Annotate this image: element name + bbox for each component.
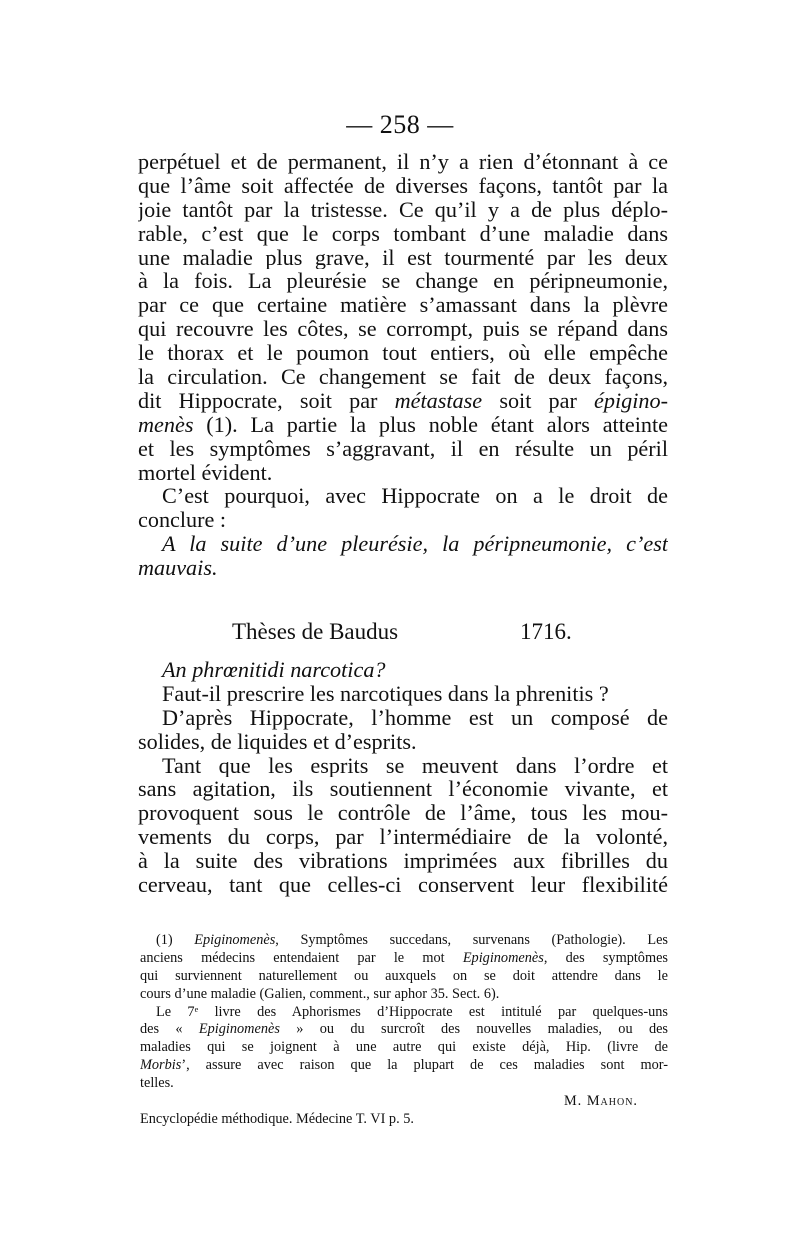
text-line: perpétuel et de permanent, il n’y a rien d’étonnant à ce (138, 150, 668, 174)
text-line: vements du corps, par l’intermédiaire de la volonté, (138, 825, 668, 850)
text-fragment: » ou du surcroît des nouvelles maladies, ou des (296, 1021, 668, 1038)
conclusion-line: A la suite d’une pleurésie, la péripneumonie, c’est (162, 532, 668, 557)
term-epigino: épigino- (594, 388, 668, 413)
footnote-line (140, 932, 668, 950)
text-line: sans agitation, ils soutiennent l’économie vivante, et (138, 777, 668, 802)
latin-question: An phrœnitidi narcotica? (162, 658, 386, 682)
footnotes (140, 932, 668, 1129)
text-line: et les symptômes s’aggravant, il en résulte un péril (138, 436, 668, 461)
text-line: cerveau, tant que celles-ci conservent leur flexibilité (138, 873, 668, 897)
footnote-line (140, 950, 668, 968)
term-menes: menès (138, 412, 194, 437)
footnote-source: Encyclopédie méthodique. Médecine T. VI p. 5. (140, 1110, 414, 1127)
text-line: conclure : (138, 508, 227, 533)
text-line: la circulation. Ce changement se fait de deux façons, (138, 365, 668, 389)
section-heading (232, 619, 572, 644)
text-line: joie tantôt par la tristesse. Ce qu’il y a de plus déplo- (138, 197, 668, 222)
paragraph-2 (138, 658, 668, 897)
text-line: C’est pourquoi, avec Hippocrate on a le droit de (162, 484, 668, 509)
footnote-line: qui surviennent naturellement ou auxquels on se doit attendre dans le (140, 967, 668, 984)
text-fragment: (1). La partie la plus noble étant alors atteinte (193, 412, 668, 437)
footnote-line (140, 1057, 668, 1075)
term-metastase: métastase (394, 388, 483, 413)
text-line: le thorax et le poumon tout entiers, où elle empêche (138, 341, 668, 366)
footnote-line: telles. (140, 1075, 174, 1092)
conclusion-line: mauvais. (138, 556, 218, 581)
text-fragment: des « (140, 1021, 183, 1038)
text-line: provoquent sous le contrôle de l’âme, tous les mou- (138, 801, 668, 826)
heading-year: 1716. (520, 619, 572, 644)
footnote-line: maladies qui se joignent à une autre qui existe déjà, Hip. (livre de (140, 1039, 668, 1056)
page-number: — 258 — (346, 110, 454, 139)
text-line: à la fois. La pleurésie se change en péripneumonie, (138, 269, 668, 294)
text-line (138, 389, 668, 413)
heading-title: Thèses de Baudus (232, 619, 399, 644)
text-line (138, 413, 668, 437)
footnote-term: Epiginomenès (198, 1021, 280, 1038)
footnote-term: Epiginomenès (462, 949, 544, 966)
text-line: à la suite des vibrations imprimées aux fibrilles du (138, 849, 668, 874)
text-line: solides, de liquides et d’esprits. (138, 729, 417, 754)
text-fragment: , Symptômes succedans, survenans (Pathologie). Les (275, 932, 668, 948)
footnote-line: Le 7ᵉ livre des Aphorismes d’Hippocrate est intitulé par quelques-uns (156, 1003, 668, 1020)
footnote-term: Epiginomenès (194, 932, 276, 948)
text-fragment: , des symptômes (543, 949, 668, 966)
text-fragment: soit par (482, 388, 595, 413)
footnote-term: Morbis (140, 1057, 182, 1074)
text-line: D’après Hippocrate, l’homme est un composé de (162, 705, 668, 730)
footnote-line (140, 1021, 668, 1039)
text-fragment: dit Hippocrate, soit par (138, 388, 378, 413)
footnote-marker: (1) (156, 932, 173, 948)
text-fragment: ’, assure avec raison que la plupart de ces maladies sont mor- (181, 1057, 668, 1074)
paragraph-1 (138, 150, 668, 580)
text-line: rable, c’est que le corps tombant d’une maladie dans (138, 221, 668, 246)
text-line: par ce que certaine matière s’amassant dans la plèvre (138, 293, 668, 318)
text-fragment: anciens médecins entendaient par le mot (140, 949, 445, 966)
footnote-line: cours d’une maladie (Galien, comment., sur aphor 35. Sect. 6). (140, 985, 500, 1002)
text-line: qui recouvre les côtes, se corrompt, puis se répand dans (138, 317, 668, 342)
text-line: Tant que les esprits se meuvent dans l’ordre et (162, 753, 668, 778)
text-line: une maladie plus grave, il est tourmenté par les deux (138, 245, 668, 270)
text-line: mortel évident. (138, 460, 273, 485)
footnote-signature: M. Mahon. (563, 1093, 638, 1110)
text-line: Faut-il prescrire les narcotiques dans la phrenitis ? (162, 681, 609, 706)
text-line: que l’âme soit affectée de diverses façons, tantôt par la (138, 173, 668, 198)
